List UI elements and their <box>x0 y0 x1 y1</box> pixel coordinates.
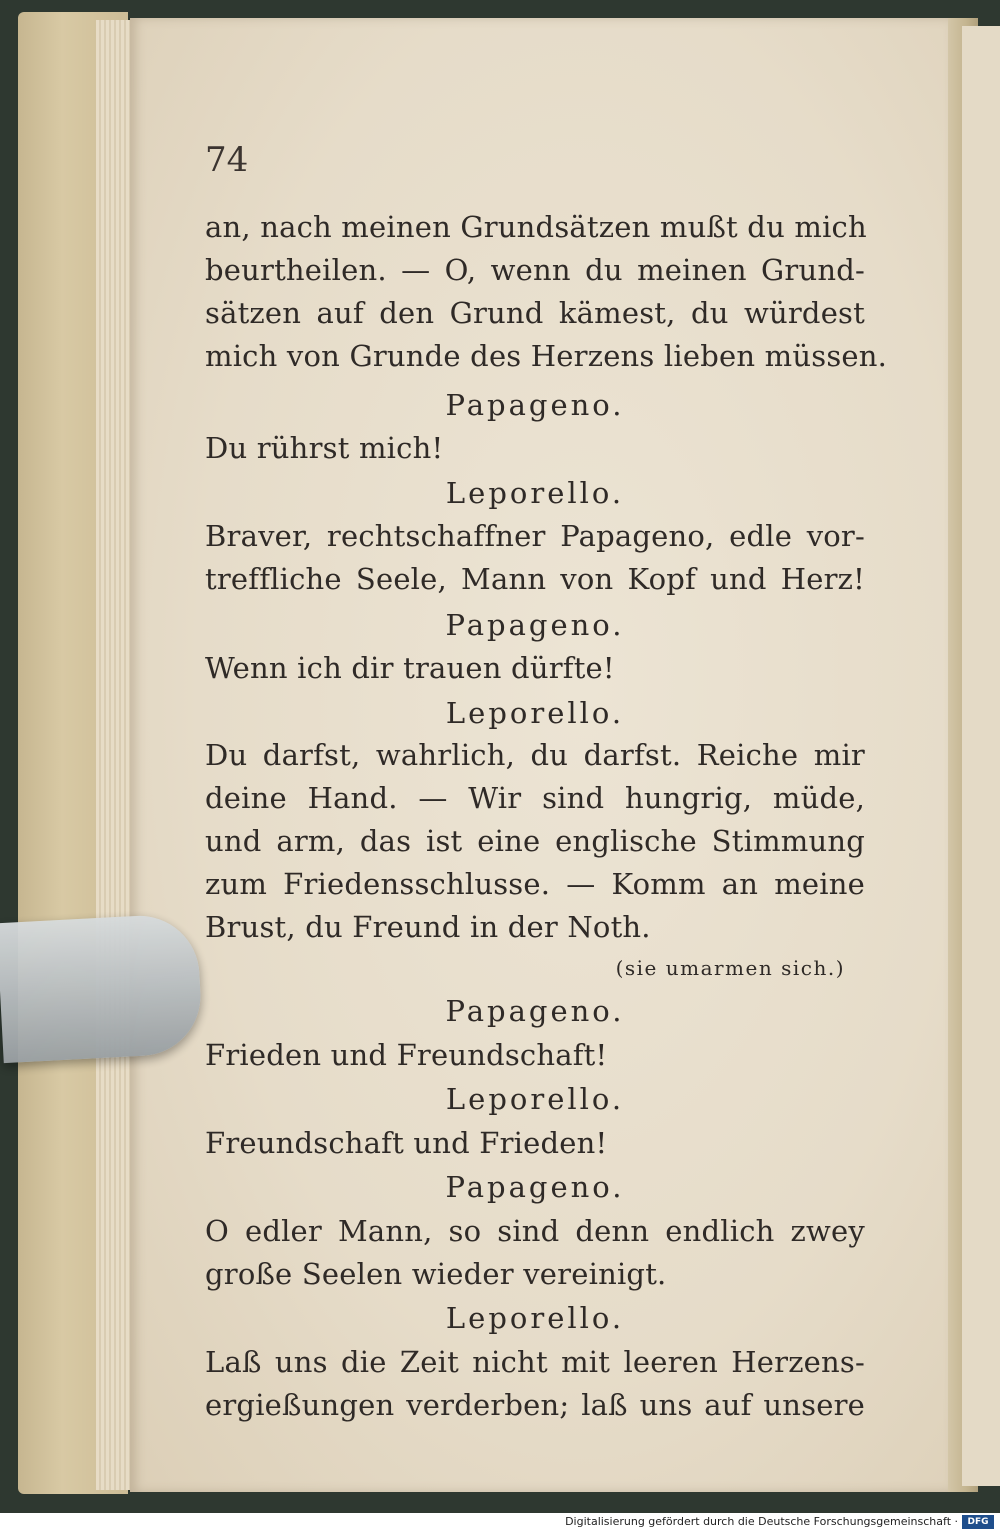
text-line: beurtheilen. — O, wenn du meinen Grund- <box>205 253 865 287</box>
text-line: deine Hand. — Wir sind hungrig, müde, <box>205 781 865 815</box>
text-line: Laß uns die Zeit nicht mit leeren Herzens- <box>205 1345 865 1379</box>
text-line: sätzen auf den Grund kämest, du würdest <box>205 296 865 330</box>
speaker-heading: Papageno. <box>445 1170 625 1204</box>
dfg-logo: DFG <box>962 1515 994 1529</box>
speaker-heading: Leporello. <box>445 1301 625 1335</box>
text-line: Freundschaft und Frieden! <box>205 1126 608 1160</box>
speaker-heading: Papageno. <box>445 608 625 642</box>
text-line: zum Friedensschlusse. — Komm an meine <box>205 867 865 901</box>
text-line: Du rührst mich! <box>205 431 444 465</box>
text-line: mich von Grunde des Herzens lieben müssen. <box>205 339 888 373</box>
page-holder-clip <box>0 913 204 1063</box>
speaker-heading: Papageno. <box>445 994 625 1028</box>
text-line: Du darfst, wahrlich, du darfst. Reiche mir <box>205 738 865 772</box>
text-line: O edler Mann, so sind denn endlich zwey <box>205 1214 865 1248</box>
text-line: Frieden und Freundschaft! <box>205 1038 608 1072</box>
speaker-heading: Leporello. <box>445 696 625 730</box>
footer-credit: Digitalisierung gefördert durch die Deutsche Forschungsgemeinschaft · <box>565 1515 958 1528</box>
speaker-heading: Leporello. <box>445 476 625 510</box>
text-line: ergießungen verderben; laß uns auf unsere <box>205 1388 865 1422</box>
speaker-heading: Papageno. <box>445 388 625 422</box>
text-line: treffliche Seele, Mann von Kopf und Herz! <box>205 562 865 596</box>
text-line: Wenn ich dir trauen dürfte! <box>205 651 615 685</box>
facing-page-edge <box>962 26 1000 1486</box>
stage-direction: (sie umarmen sich.) <box>615 956 845 980</box>
page-number: 74 <box>205 140 249 180</box>
speaker-heading: Leporello. <box>445 1082 625 1116</box>
text-line: Brust, du Freund in der Noth. <box>205 910 651 944</box>
text-line: große Seelen wieder vereinigt. <box>205 1257 667 1291</box>
text-line: Braver, rechtschaffner Papageno, edle vor- <box>205 519 865 553</box>
text-line: und arm, das ist eine englische Stimmung <box>205 824 865 858</box>
text-line: an, nach meinen Grundsätzen mußt du mich <box>205 210 867 244</box>
